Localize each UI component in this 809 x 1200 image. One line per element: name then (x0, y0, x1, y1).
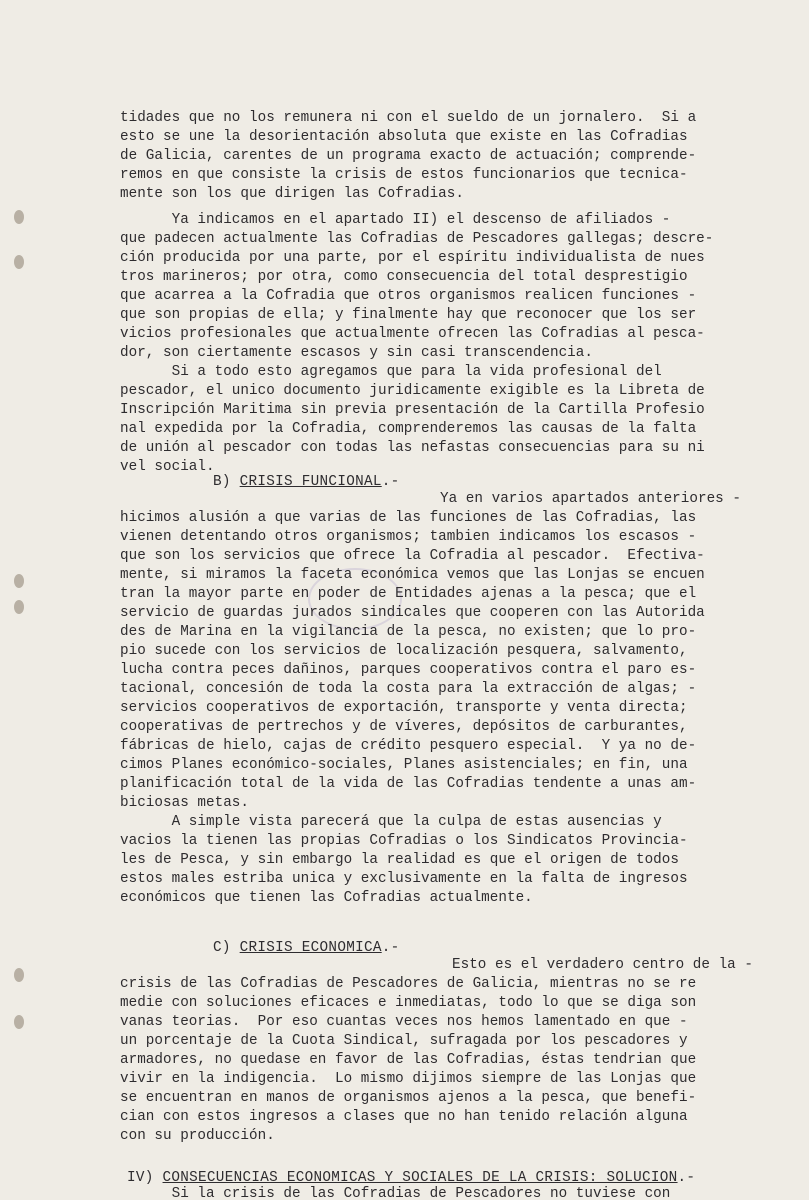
text-line: que padecen actualmente las Cofradias de Pescadores gallegas; descre- (120, 231, 714, 247)
heading-title: CRISIS ECONOMICA (239, 940, 382, 956)
text-line: cimos Planes económico-sociales, Planes asistenciales; en fin, una (120, 757, 688, 773)
text-line: Esto es el verdadero centro de la - (452, 957, 753, 973)
text-line: Ya indicamos en el apartado II) el descenso de afiliados - (120, 212, 671, 228)
text-line: que son los servicios que ofrece la Cofradia al pescador. Efectiva- (120, 548, 705, 564)
text-line: lucha contra peces dañinos, parques cooperativos contra el paro es- (120, 662, 697, 678)
text-line: Ya en varios apartados anteriores - (440, 491, 741, 507)
text-line: hicimos alusión a que varias de las funciones de las Cofradias, las (120, 510, 697, 526)
text-line: A simple vista parecerá que la culpa de estas ausencias y (120, 814, 662, 830)
text-line: vicios profesionales que actualmente ofrecen las Cofradias al pesca- (120, 326, 705, 342)
text-line: fábricas de hielo, cajas de crédito pesquero especial. Y ya no de- (120, 738, 697, 754)
heading-title: CONSECUENCIAS ECONOMICAS Y SOCIALES DE LA CRISIS: SOLUCION (162, 1170, 678, 1186)
text-line: armadores, no quedase en favor de las Cofradias, éstas tendrian que (120, 1052, 697, 1068)
text-line: mente, si miramos la faceta económica vemos que las Lonjas se encuen (120, 567, 705, 583)
text-line: des de Marina en la vigilancia de la pesca, no existen; que lo pro- (120, 624, 697, 640)
text-line: económicos que tienen las Cofradias actualmente. (120, 890, 533, 906)
heading-suffix: .- (381, 940, 400, 956)
text-line: Si a todo esto agregamos que para la vida profesional del (120, 364, 662, 380)
text-line: planificación total de la vida de las Cofradias tendente a unas am- (120, 776, 697, 792)
text-line: se encuentran en manos de organismos ajenos a la pesca, que benefi- (120, 1090, 697, 1106)
text-line: cian con estos ingresos a clases que no han tenido relación alguna (120, 1109, 688, 1125)
text-line: pio sucede con los servicios de localización pesquera, salvamento, (120, 643, 688, 659)
text-line: que son propias de ella; y finalmente hay que reconocer que los ser (120, 307, 697, 323)
section-heading-b (213, 474, 399, 491)
text-line: nal expedida por la Cofradia, comprenderemos las causas de la falta (120, 421, 697, 437)
text-line: tidades que no los remunera ni con el sueldo de un jornalero. Si a (120, 110, 697, 126)
text-line: cooperativas de pertrechos y de víveres, depósitos de carburantes, (120, 719, 688, 735)
text-line: remos en que consiste la crisis de estos funcionarios que tecnica- (120, 167, 688, 183)
section-heading-c (213, 940, 399, 957)
text-line: servicio de guardas jurados sindicales que cooperen con las Autorida (120, 605, 705, 621)
text-line: vel social. (120, 459, 215, 475)
text-line: servicios cooperativos de exportación, transporte y venta directa; (120, 700, 688, 716)
text-line: pescador, el unico documento juridicamente exigible es la Libreta de (120, 383, 705, 399)
text-line: de Galicia, carentes de un programa exacto de actuación; comprende- (120, 148, 697, 164)
text-line: Inscripción Maritima sin previa presentación de la Cartilla Profesio (120, 402, 705, 418)
heading-prefix: IV) (127, 1170, 163, 1186)
section-heading-iv (127, 1170, 695, 1187)
text-line: tros marineros; por otra, como consecuencia del total desprestigio (120, 269, 688, 285)
text-line: tacional, concesión de toda la costa para la extracción de algas; - (120, 681, 697, 697)
punch-hole-mark (14, 574, 24, 588)
punch-hole-mark (14, 1015, 24, 1029)
text-line: vacios la tienen las propias Cofradias o los Sindicatos Provincia- (120, 833, 688, 849)
punch-hole-mark (14, 968, 24, 982)
punch-hole-mark (14, 600, 24, 614)
text-line: medie con soluciones eficaces e inmediatas, todo lo que se diga son (120, 995, 697, 1011)
heading-title: CRISIS FUNCIONAL (239, 474, 382, 490)
text-line: que acarrea a la Cofradia que otros organismos realicen funciones - (120, 288, 697, 304)
text-line: un porcentaje de la Cuota Sindical, sufragada por los pescadores y (120, 1033, 688, 1049)
text-line: tran la mayor parte en poder de Entidades ajenas a la pesca; que el (120, 586, 697, 602)
text-line: crisis de las Cofradias de Pescadores de Galicia, mientras no se re (120, 976, 697, 992)
text-line: biciosas metas. (120, 795, 249, 811)
text-line: ción producida por una parte, por el espíritu individualista de nues (120, 250, 705, 266)
punch-hole-mark (14, 255, 24, 269)
heading-prefix: B) (213, 474, 240, 490)
text-line: dor, son ciertamente escasos y sin casi transcendencia. (120, 345, 593, 361)
heading-suffix: .- (381, 474, 400, 490)
text-line: Si la crisis de las Cofradias de Pescadores no tuviese con (120, 1186, 671, 1200)
text-line: esto se une la desorientación absoluta que existe en las Cofradias (120, 129, 688, 145)
text-line: mente son los que dirigen las Cofradias. (120, 186, 464, 202)
text-line: vanas teorias. Por eso cuantas veces nos hemos lamentado en que - (120, 1014, 688, 1030)
text-line: estos males estriba unica y exclusivamente en la falta de ingresos (120, 871, 688, 887)
text-line: vivir en la indigencia. Lo mismo dijimos siempre de las Lonjas que (120, 1071, 697, 1087)
text-line: con su producción. (120, 1128, 275, 1144)
text-line: de unión al pescador con todas las nefastas consecuencias para su ni (120, 440, 705, 456)
heading-suffix: .- (677, 1170, 696, 1186)
heading-prefix: C) (213, 940, 240, 956)
text-line: vienen detentando otros organismos; tambien indicamos los escasos - (120, 529, 697, 545)
punch-hole-mark (14, 210, 24, 224)
text-line: les de Pesca, y sin embargo la realidad es que el origen de todos (120, 852, 679, 868)
